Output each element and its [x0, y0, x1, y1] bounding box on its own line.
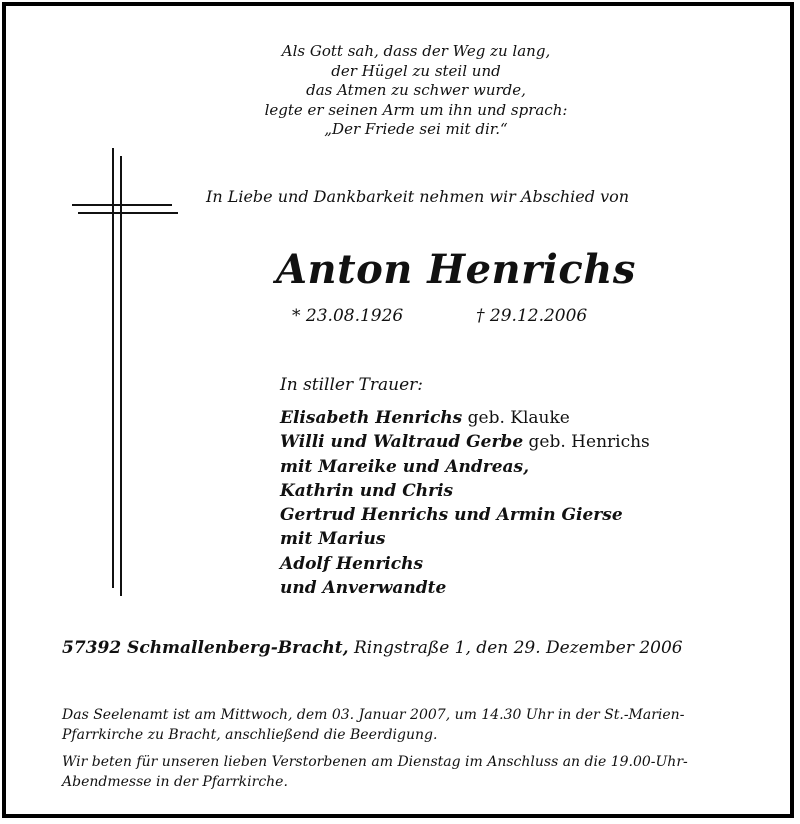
- mourner-name: Willi und Waltraud Gerbe: [280, 432, 524, 453]
- poem-line: der Hügel zu steil und: [331, 61, 501, 80]
- mourner-name: Adolf Henrichs: [280, 553, 424, 574]
- mourner-row: [280, 479, 650, 503]
- death-date: † 29.12.2006: [476, 306, 588, 326]
- deceased-name: Anton Henrichs: [276, 246, 636, 293]
- mourner-row: [280, 430, 650, 454]
- cross-horizontal-line: [78, 212, 178, 214]
- mourning-label: In stiller Trauer:: [280, 375, 423, 395]
- mourner-name: und Anverwandte: [280, 578, 447, 599]
- mourner-suffix: geb. Klauke: [462, 408, 570, 428]
- obituary-notice: [2, 2, 794, 818]
- address-street-date: Ringstraße 1, den 29. Dezember 2006: [348, 638, 683, 658]
- mourner-row: [280, 576, 650, 600]
- notice-line: Das Seelenamt ist am Mittwoch, dem 03. Januar 2007, um 14.30 Uhr in der St.-Marien-: [62, 707, 685, 723]
- farewell-intro: In Liebe und Dankbarkeit nehmen wir Abschied von: [206, 187, 630, 206]
- mourner-row: [280, 527, 650, 551]
- address-place: 57392 Schmallenberg-Bracht,: [62, 638, 349, 658]
- birth-date: * 23.08.1926: [292, 306, 404, 326]
- mourner-name: mit Marius: [280, 529, 386, 550]
- poem-line: „Der Friede sei mit dir.“: [324, 120, 508, 138]
- mourner-name: Gertrud Henrichs und Armin Gierse: [280, 505, 623, 526]
- poem-line: das Atmen zu schwer wurde,: [306, 81, 526, 99]
- notice-line: Abendmesse in der Pfarrkirche.: [62, 773, 288, 790]
- mourner-row: [280, 552, 650, 576]
- prayer-notice: [62, 753, 762, 792]
- cross-vertical-line: [120, 156, 122, 596]
- poem-line: Als Gott sah, dass der Weg zu lang,: [281, 42, 551, 60]
- cross-horizontal-line: [72, 204, 172, 206]
- mourner-name: mit Mareike und Andreas,: [280, 456, 530, 477]
- mourner-name: Elisabeth Henrichs: [280, 408, 463, 428]
- notice-line: Wir beten für unseren lieben Verstorbenen am Dienstag im Anschluss an die 19.00-Uhr-: [62, 754, 688, 770]
- mourner-row: [280, 503, 650, 527]
- mourner-name: Kathrin und Chris: [280, 480, 454, 501]
- mourner-row: [280, 455, 650, 479]
- mourners-list: [280, 406, 650, 600]
- mourner-row: [280, 406, 650, 430]
- cross-vertical-line: [112, 148, 114, 588]
- poem-verse: [166, 42, 666, 140]
- mourner-suffix: geb. Henrichs: [523, 432, 650, 453]
- funeral-mass-notice: [62, 706, 762, 745]
- poem-line: legte er seinen Arm um ihn und sprach:: [264, 100, 568, 119]
- notice-line: Pfarrkirche zu Bracht, anschließend die Beerdigung.: [62, 726, 438, 743]
- family-address: [62, 638, 683, 658]
